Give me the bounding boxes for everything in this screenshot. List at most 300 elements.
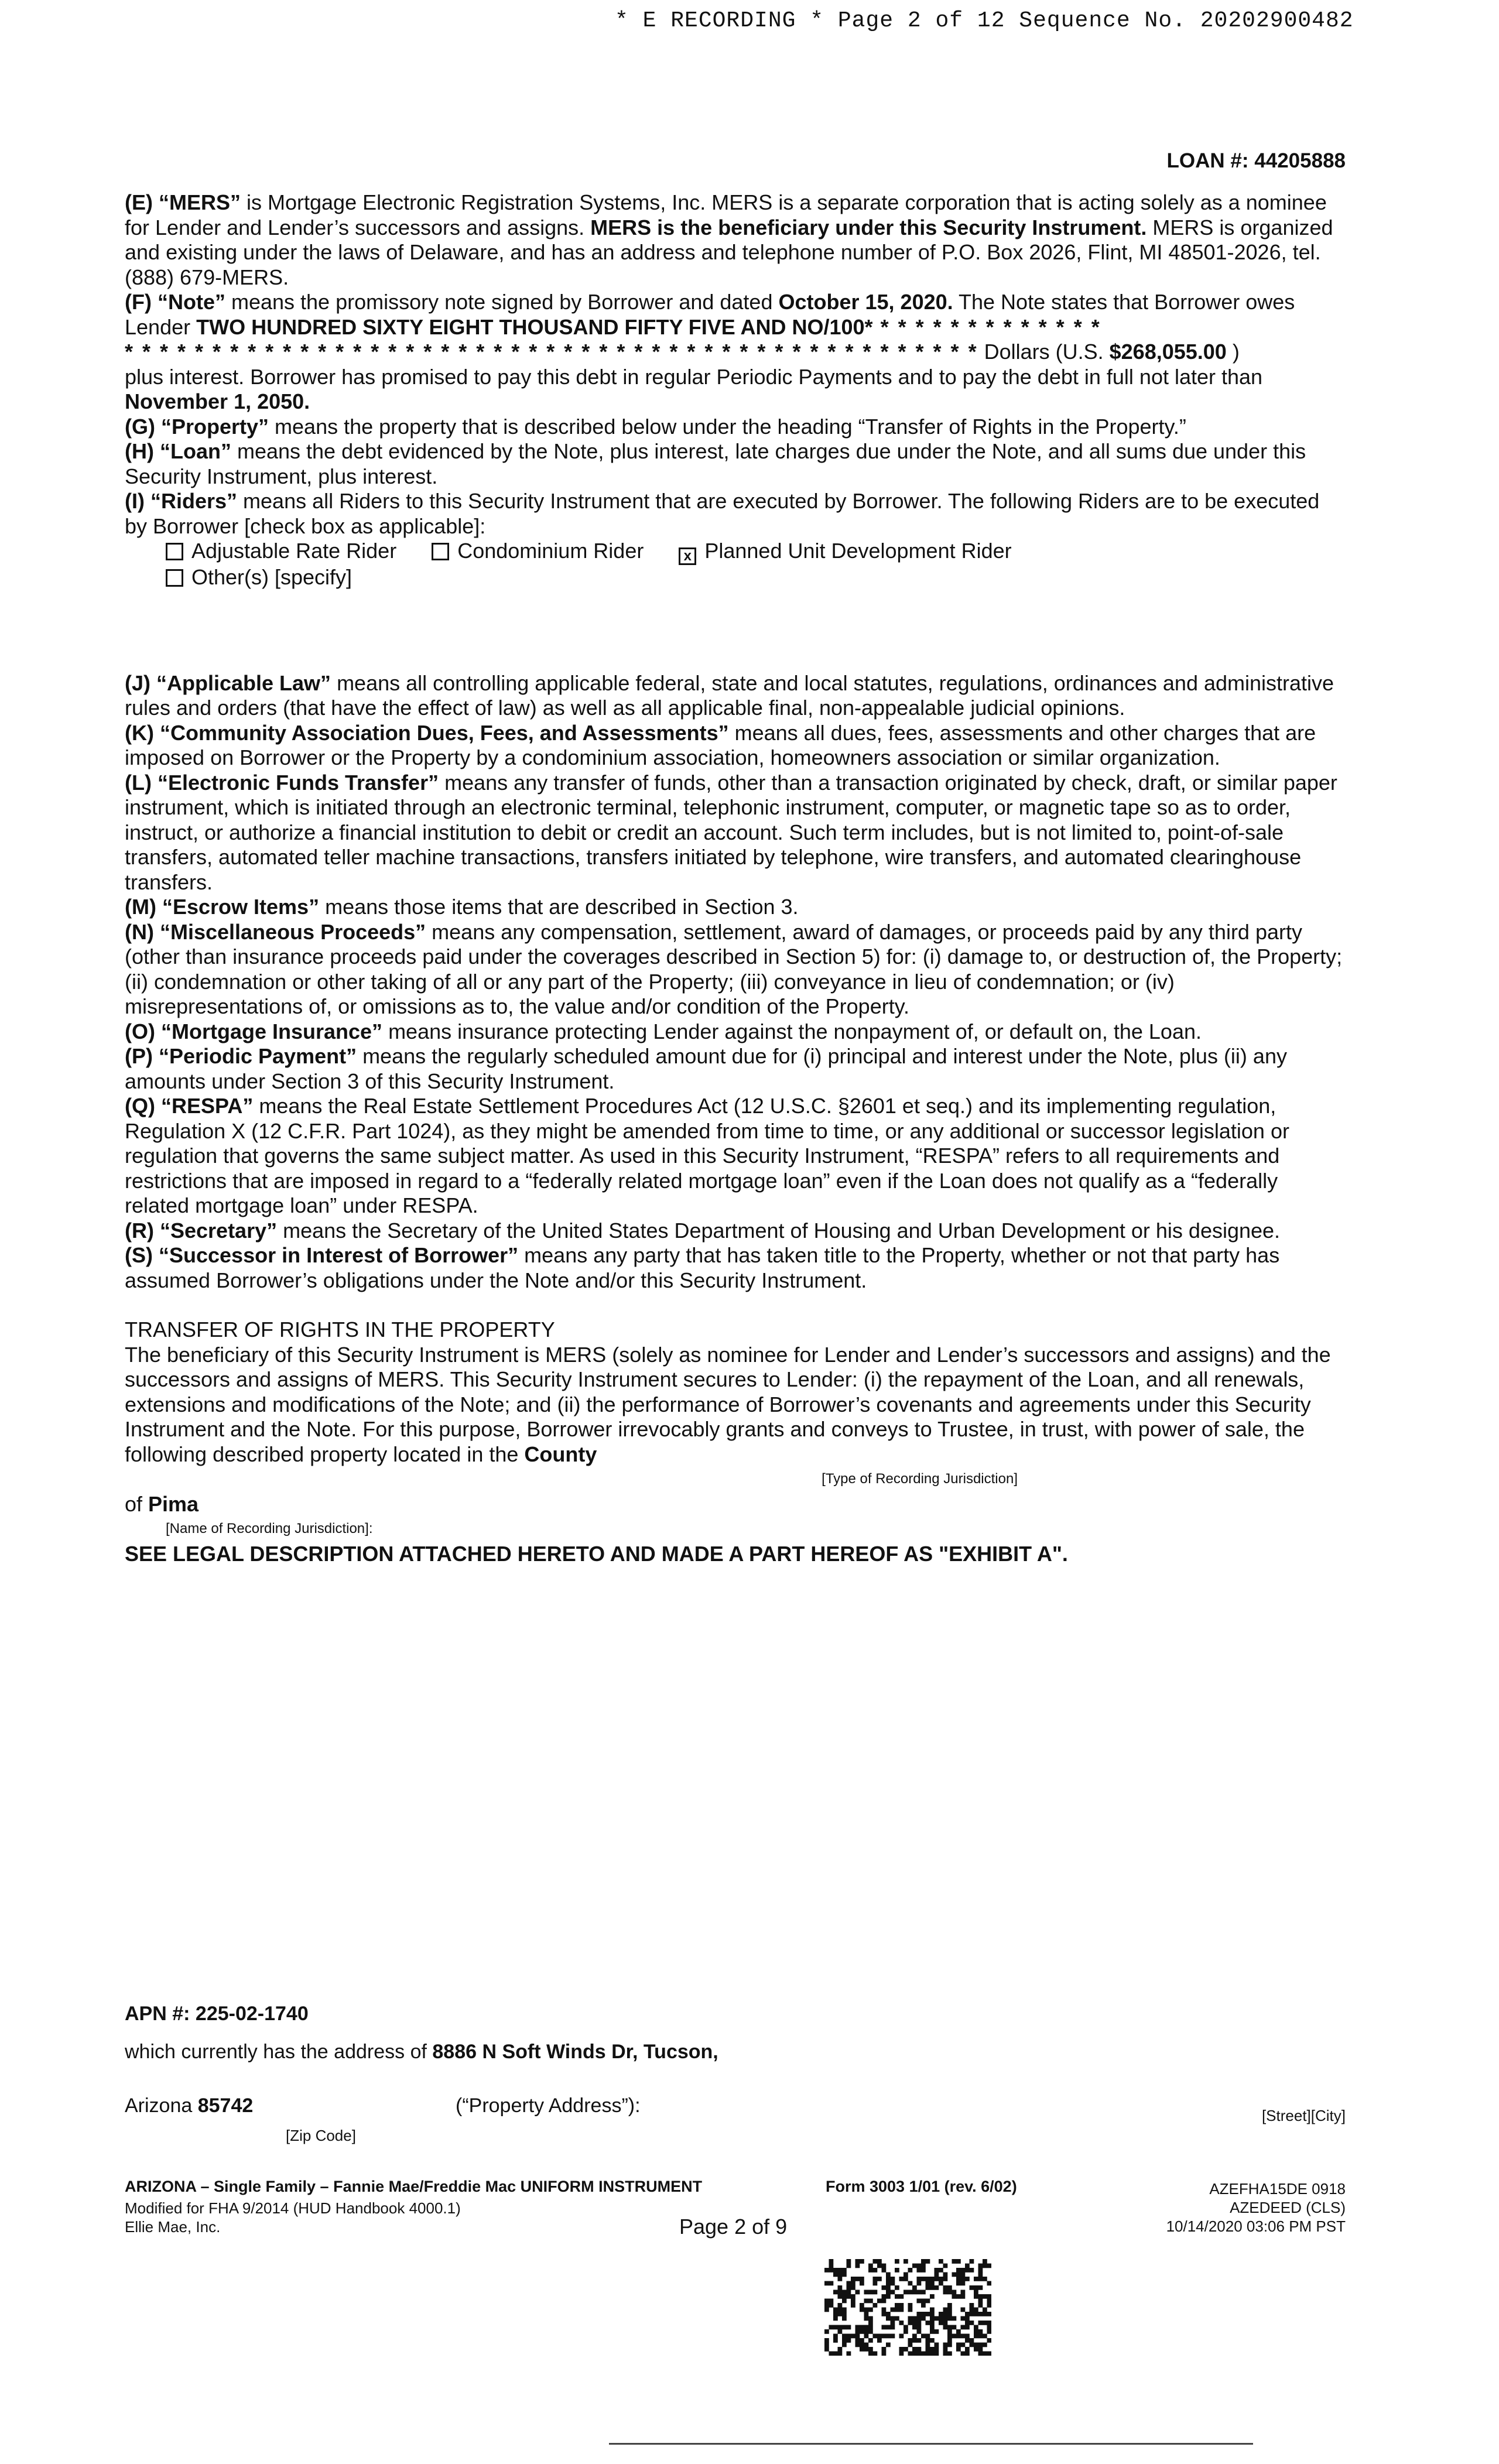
barcode-module	[908, 2316, 913, 2321]
barcode-module	[965, 2312, 970, 2316]
barcode-module	[978, 2352, 983, 2356]
barcode-module	[868, 2352, 873, 2356]
barcode-module	[847, 2290, 851, 2295]
barcode-module	[956, 2334, 961, 2339]
barcode-module	[882, 2325, 887, 2330]
barcode-module	[921, 2299, 926, 2304]
barcode-module	[952, 2334, 957, 2339]
jurisdiction-type-label: [Type of Recording Jurisdiction]	[822, 1471, 1018, 1487]
barcode-module	[965, 2277, 970, 2281]
barcode-module	[978, 2321, 983, 2325]
barcode-module	[833, 2268, 838, 2273]
barcode-module	[886, 2312, 891, 2316]
barcode-module	[912, 2316, 917, 2321]
barcode-module	[978, 2294, 983, 2299]
barcode-module	[978, 2312, 983, 2316]
barcode-module	[873, 2277, 878, 2281]
barcode-module	[855, 2329, 860, 2334]
barcode-image	[824, 2259, 991, 2356]
definition-q: (Q) “RESPA” means the Real Estate Settlement Procedures Act (12 U.S.C. §2601 et seq.) and its implementing regulation, Regulation X (12 C.F.R. Part 1024), as they might be amended from time to time, or any additional or successor legislation or regulation that governs the same subject matter. As used in this Security Instrument, “RESPA” refers to all requirements and restrictions that are imposed in regard to a “federally related mortgage loan” even if the Loan does not qualify as a “federally related mortgage loan” under RESPA.	[125, 1094, 1289, 1217]
bottom-rule	[609, 2443, 1253, 2445]
barcode-module	[833, 2290, 838, 2295]
barcode-module	[864, 2316, 869, 2321]
barcode-module	[983, 2259, 987, 2264]
transfer-paragraph: The beneficiary of this Security Instrument is MERS (solely as nominee for Lender and Lender’s successors and assigns) and the successors and assigns of MERS. This Security Instrument secures to Lender: (i) the repayment of the Loan, and all renewals, extensions and modifications of the Note; and (ii) the performance of Borrower’s covenants and agreements under this Security Instrument and the Note. For this purpose, Borrower irrevocably grants and conveys to Trustee, in trust, with power of sale, the following described property located in the County	[125, 1342, 1331, 1466]
barcode-module	[930, 2281, 935, 2286]
barcode-module	[838, 2268, 843, 2273]
barcode-module	[847, 2338, 851, 2343]
barcode-module	[882, 2308, 887, 2312]
barcode-module	[824, 2329, 829, 2334]
barcode-module	[851, 2285, 855, 2290]
barcode-module	[974, 2294, 978, 2299]
barcode-module	[882, 2312, 887, 2316]
barcode-module	[930, 2347, 935, 2352]
barcode-module	[943, 2316, 948, 2321]
barcode-module	[935, 2352, 939, 2356]
barcode-module	[987, 2325, 992, 2330]
barcode-module	[935, 2285, 939, 2290]
barcode-module	[851, 2303, 855, 2308]
barcode-module	[912, 2325, 917, 2330]
barcode-module	[873, 2268, 878, 2273]
barcode-module	[838, 2285, 843, 2290]
barcode-module	[882, 2294, 887, 2299]
barcode-module	[974, 2334, 978, 2339]
barcode-module	[917, 2352, 922, 2356]
definition-s: (S) “Successor in Interest of Borrower” means any party that has taken title to the Property, whether or not that party has assumed Borrower’s obligations under the Note and/or this Security Instrument.	[125, 1243, 1280, 1292]
barcode-module	[908, 2338, 913, 2343]
barcode-module	[847, 2325, 851, 2330]
barcode-module	[970, 2285, 974, 2290]
barcode-module	[978, 2329, 983, 2334]
barcode-module	[886, 2285, 891, 2290]
barcode-module	[970, 2321, 974, 2325]
barcode-module	[855, 2343, 860, 2347]
barcode-module	[891, 2316, 895, 2321]
barcode-module	[930, 2321, 935, 2325]
document-body	[125, 190, 1346, 1566]
loan-number: LOAN #: 44205888	[1166, 149, 1346, 172]
barcode-module	[970, 2343, 974, 2347]
barcode-module	[873, 2259, 878, 2264]
barcode-module	[947, 2316, 952, 2321]
barcode-module	[926, 2338, 930, 2343]
barcode-module	[930, 2352, 935, 2356]
riders-row-2: Other(s) [specify]	[125, 565, 1346, 590]
footer-vendor: Ellie Mae, Inc.	[125, 2218, 221, 2236]
barcode-module	[895, 2303, 899, 2308]
barcode-module	[903, 2325, 908, 2330]
page-number: Page 2 of 9	[679, 2215, 788, 2239]
barcode-module	[912, 2321, 917, 2325]
barcode-module	[860, 2325, 864, 2330]
barcode-module	[855, 2325, 860, 2330]
barcode-module	[965, 2334, 970, 2339]
pud-checkbox-checked[interactable]: x	[679, 547, 696, 565]
barcode-module	[947, 2338, 952, 2343]
barcode-module	[983, 2264, 987, 2268]
barcode-module	[961, 2273, 966, 2277]
barcode-module	[943, 2352, 948, 2356]
recording-header: * E RECORDING * Page 2 of 12 Sequence No. 20202900482	[615, 8, 1354, 33]
barcode-module	[868, 2325, 873, 2330]
barcode-module	[921, 2316, 926, 2321]
term-note: (F) “Note”	[125, 290, 225, 314]
barcode-module	[908, 2308, 913, 2312]
barcode-module	[965, 2268, 970, 2273]
barcode-module	[891, 2308, 895, 2312]
barcode-module	[824, 2303, 829, 2308]
barcode-module	[838, 2277, 843, 2281]
barcode-module	[970, 2268, 974, 2273]
barcode-module	[974, 2325, 978, 2330]
barcode-module	[978, 2268, 983, 2273]
barcode-module	[947, 2325, 952, 2330]
barcode-module	[886, 2294, 891, 2299]
barcode-module	[864, 2325, 869, 2330]
barcode-module	[847, 2334, 851, 2339]
barcode-module	[983, 2312, 987, 2316]
barcode-module	[926, 2312, 930, 2316]
barcode-module	[842, 2334, 847, 2339]
adjustable-rate-checkbox[interactable]	[166, 543, 183, 560]
riders-row-1	[125, 539, 1346, 565]
barcode-module	[970, 2338, 974, 2343]
barcode-module	[978, 2299, 983, 2304]
barcode-module	[908, 2303, 913, 2308]
barcode-module	[838, 2308, 843, 2312]
barcode-module	[912, 2290, 917, 2295]
barcode-module	[956, 2259, 961, 2264]
barcode-module	[886, 2277, 891, 2281]
barcode-module	[886, 2343, 891, 2347]
footer-form-number: Form 3003 1/01 (rev. 6/02)	[826, 2178, 1017, 2195]
barcode-module	[952, 2294, 957, 2299]
barcode-module	[912, 2352, 917, 2356]
barcode-module	[903, 2259, 908, 2264]
definition-f-amount-line: * * * * * * * * * * * * * * * * * * * * * * * * * * * * * * * * * * * * * * * * * * * * * * * * * Dollars (U.S. $268,055.00 )	[125, 340, 1240, 364]
barcode-module	[952, 2290, 957, 2295]
barcode-module	[926, 2347, 930, 2352]
barcode-module	[961, 2308, 966, 2312]
barcode-module	[987, 2264, 992, 2268]
barcode-module	[930, 2294, 935, 2299]
barcode-module	[974, 2343, 978, 2347]
barcode-module	[829, 2259, 834, 2264]
barcode-module	[899, 2308, 904, 2312]
barcode-module	[903, 2329, 908, 2334]
barcode-module	[908, 2268, 913, 2273]
barcode-module	[899, 2303, 904, 2308]
address-line: which currently has the address of 8886 N Soft Winds Dr, Tucson,	[125, 2041, 718, 2063]
barcode-module	[926, 2321, 930, 2325]
barcode-module	[886, 2273, 891, 2277]
barcode-module	[860, 2303, 864, 2308]
barcode-module	[891, 2290, 895, 2295]
barcode-module	[868, 2264, 873, 2268]
barcode-module	[882, 2268, 887, 2273]
barcode-module	[926, 2352, 930, 2356]
barcode-module	[974, 2329, 978, 2334]
barcode-module	[833, 2308, 838, 2312]
barcode-module	[935, 2316, 939, 2321]
barcode-module	[926, 2334, 930, 2339]
barcode-module	[952, 2259, 957, 2264]
barcode-module	[873, 2334, 878, 2339]
barcode-module	[965, 2352, 970, 2356]
barcode-module	[847, 2294, 851, 2299]
jurisdiction-type: County	[524, 1442, 597, 1466]
barcode-module	[855, 2259, 860, 2264]
barcode-module	[877, 2277, 882, 2281]
barcode-module	[987, 2338, 992, 2343]
barcode-module	[833, 2325, 838, 2330]
barcode-module	[873, 2303, 878, 2308]
barcode-module	[978, 2303, 983, 2308]
definition-o: (O) “Mortgage Insurance” means insurance protecting Lender against the nonpayment of, or default on, the Loan.	[125, 1019, 1202, 1043]
barcode-module	[886, 2281, 891, 2286]
barcode-module	[956, 2343, 961, 2347]
barcode-module	[978, 2264, 983, 2268]
barcode-module	[877, 2334, 882, 2339]
barcode-module	[947, 2343, 952, 2347]
barcode-module	[978, 2347, 983, 2352]
definition-r: (R) “Secretary” means the Secretary of the United States Department of Housing and Urban Development or his designee.	[125, 1218, 1281, 1243]
barcode-module	[917, 2268, 922, 2273]
zip-code: 85742	[197, 2095, 254, 2117]
definition-h: (H) “Loan” means the debt evidenced by the Note, plus interest, late charges due under the Note, and all sums due under this Security Instrument, plus interest.	[125, 439, 1306, 488]
barcode-module	[908, 2281, 913, 2286]
barcode-module	[899, 2352, 904, 2356]
barcode-module	[838, 2352, 843, 2356]
barcode-module	[912, 2347, 917, 2352]
barcode-module	[965, 2347, 970, 2352]
barcode-module	[947, 2303, 952, 2308]
barcode-module	[974, 2312, 978, 2316]
barcode-module	[983, 2277, 987, 2281]
barcode-module	[965, 2325, 970, 2330]
barcode-module	[961, 2352, 966, 2356]
barcode-module	[926, 2343, 930, 2347]
barcode-module	[956, 2277, 961, 2281]
barcode-module	[930, 2316, 935, 2321]
loan-amount: $268,055.00	[1109, 340, 1227, 364]
barcode-module	[891, 2334, 895, 2339]
barcode-module	[961, 2334, 966, 2339]
barcode-module	[943, 2343, 948, 2347]
barcode-module	[921, 2277, 926, 2281]
barcode-module	[935, 2347, 939, 2352]
barcode-module	[939, 2316, 943, 2321]
barcode-module	[824, 2347, 829, 2352]
barcode-module	[947, 2329, 952, 2334]
definition-j: (J) “Applicable Law” means all controlling applicable federal, state and local statutes, regulations, ordinances and administrative rules and orders (that have the effect of law) as well as all applicable final, non-appealable judicial opinions.	[125, 670, 1334, 720]
barcode-module	[895, 2259, 899, 2264]
barcode-module	[943, 2290, 948, 2295]
barcode-module	[983, 2294, 987, 2299]
barcode-module	[947, 2308, 952, 2312]
barcode-module	[855, 2338, 860, 2343]
barcode-module	[842, 2312, 847, 2316]
barcode-module	[864, 2329, 869, 2334]
barcode-module	[860, 2277, 864, 2281]
barcode-module	[965, 2316, 970, 2321]
barcode-module	[956, 2268, 961, 2273]
barcode-module	[921, 2312, 926, 2316]
barcode-module	[899, 2294, 904, 2299]
barcode-module	[882, 2347, 887, 2352]
barcode-module	[860, 2343, 864, 2347]
definition-m: (M) “Escrow Items” means those items that are described in Section 3.	[125, 895, 799, 919]
barcode-module	[912, 2285, 917, 2290]
barcode-module	[921, 2352, 926, 2356]
barcode-module	[939, 2312, 943, 2316]
footer-timestamp: 10/14/2020 03:06 PM PST	[1166, 2217, 1346, 2235]
barcode-module	[899, 2347, 904, 2352]
barcode-module	[824, 2281, 829, 2286]
barcode-module	[899, 2277, 904, 2281]
barcode-module	[864, 2343, 869, 2347]
barcode-module	[824, 2268, 829, 2273]
apn-number: APN #: 225-02-1740	[125, 2003, 309, 2025]
barcode-module	[882, 2334, 887, 2339]
barcode-module	[829, 2268, 834, 2273]
definition-l: (L) “Electronic Funds Transfer” means any transfer of funds, other than a transaction originated by check, draft, or similar paper instrument, which is initiated through an electronic terminal, telephonic instrument, computer, or magnetic tape so as to order, instruct, or authorize a financial institution to debit or credit an account. Such term includes, but is not limited to, point-of-sale transfers, automated teller machine transactions, transfers initiated by telephone, wire transfers, and automated clearinghouse transfers.	[125, 770, 1337, 894]
barcode-module	[864, 2290, 869, 2295]
barcode-module	[847, 2285, 851, 2290]
barcode-module	[829, 2281, 834, 2286]
barcode-module	[864, 2299, 869, 2304]
barcode-module	[864, 2334, 869, 2339]
barcode-module	[868, 2321, 873, 2325]
barcode-module	[926, 2299, 930, 2304]
barcode-module	[838, 2303, 843, 2308]
barcode-module	[860, 2347, 864, 2352]
barcode-module	[987, 2312, 992, 2316]
other-rider-checkbox[interactable]	[166, 569, 183, 587]
barcode-module	[926, 2277, 930, 2281]
barcode-module	[943, 2308, 948, 2312]
jurisdiction-name-label: [Name of Recording Jurisdiction]:	[166, 1521, 373, 1536]
barcode-module	[921, 2290, 926, 2295]
barcode-module	[965, 2321, 970, 2325]
barcode-module	[970, 2308, 974, 2312]
barcode-module	[961, 2294, 966, 2299]
property-address-label: (“Property Address”):	[456, 2095, 641, 2117]
barcode-module	[833, 2338, 838, 2343]
barcode-module	[974, 2277, 978, 2281]
barcode-module	[860, 2308, 864, 2312]
barcode-module	[886, 2334, 891, 2339]
barcode-module	[877, 2264, 882, 2268]
barcode-module	[891, 2281, 895, 2286]
barcode-module	[917, 2321, 922, 2325]
barcode-module	[903, 2290, 908, 2295]
barcode-module	[926, 2285, 930, 2290]
barcode-module	[855, 2290, 860, 2295]
barcode-module	[851, 2334, 855, 2339]
barcode-module	[939, 2281, 943, 2286]
barcode-module	[987, 2299, 992, 2304]
barcode-module	[956, 2273, 961, 2277]
barcode-module	[983, 2352, 987, 2356]
barcode-module	[978, 2343, 983, 2347]
definition-n: (N) “Miscellaneous Proceeds” means any compensation, settlement, award of damages, or proceeds paid by any third party (other than insurance proceeds paid under the coverages described in Section 5) for: (i) damage to, or destruction of, the Property; (ii) condemnation or other taking of all or any part of the Property; (iii) conveyance in lieu of condemnation; or (iv) misrepresentations of, or omissions as to, the value and/or condition of the Property.	[125, 919, 1343, 1018]
barcode-module	[851, 2294, 855, 2299]
barcode-module	[860, 2259, 864, 2264]
barcode-module	[935, 2268, 939, 2273]
barcode-module	[956, 2329, 961, 2334]
barcode-module	[930, 2338, 935, 2343]
barcode-module	[943, 2264, 948, 2268]
barcode-module	[917, 2325, 922, 2330]
barcode-module	[961, 2281, 966, 2286]
barcode-module	[978, 2334, 983, 2339]
condominium-checkbox[interactable]	[432, 543, 449, 560]
barcode-module	[868, 2290, 873, 2295]
rider-pud: x Planned Unit Development Rider	[679, 539, 1011, 565]
barcode-module	[895, 2316, 899, 2321]
barcode-module	[847, 2281, 851, 2286]
barcode-module	[983, 2334, 987, 2339]
barcode-module	[961, 2325, 966, 2330]
term-mers: (E) “MERS”	[125, 190, 241, 214]
barcode-module	[917, 2329, 922, 2334]
barcode-module	[877, 2299, 882, 2304]
barcode-module	[838, 2273, 843, 2277]
barcode-module	[864, 2347, 869, 2352]
barcode-module	[847, 2352, 851, 2356]
footer-modified: Modified for FHA 9/2014 (HUD Handbook 4000.1)	[125, 2199, 461, 2217]
barcode-module	[961, 2277, 966, 2281]
barcode-module	[842, 2273, 847, 2277]
barcode-module	[842, 2294, 847, 2299]
barcode-module	[829, 2264, 834, 2268]
footer-code-1: AZEFHA15DE 0918	[1209, 2180, 1346, 2198]
barcode-module	[838, 2290, 843, 2295]
barcode-module	[939, 2268, 943, 2273]
barcode-module	[873, 2352, 878, 2356]
barcode-module	[829, 2303, 834, 2308]
barcode-module	[930, 2312, 935, 2316]
barcode-module	[855, 2277, 860, 2281]
barcode-module	[917, 2347, 922, 2352]
jurisdiction-name: Pima	[148, 1491, 199, 1516]
barcode-module	[842, 2325, 847, 2330]
barcode-module	[943, 2312, 948, 2316]
barcode-module	[824, 2338, 829, 2343]
barcode-module	[882, 2299, 887, 2304]
barcode-module	[917, 2316, 922, 2321]
barcode-module	[917, 2264, 922, 2268]
barcode-module	[961, 2268, 966, 2273]
barcode-module	[842, 2316, 847, 2321]
barcode-module	[895, 2268, 899, 2273]
definition-f: (F) “Note” means the promissory note signed by Borrower and dated October 15, 2020. The Note states that Borrower owes Lender TWO HUNDRED SIXTY EIGHT THOUSAND FIFTY FIVE AND NO/100* * * * * * * * * * * * * *	[125, 290, 1295, 339]
barcode-module	[961, 2343, 966, 2347]
barcode-module	[908, 2352, 913, 2356]
maturity-date: November 1, 2050.	[125, 389, 310, 413]
barcode-module	[943, 2285, 948, 2290]
barcode-module	[838, 2329, 843, 2334]
barcode-module	[947, 2312, 952, 2316]
barcode-module	[970, 2259, 974, 2264]
barcode-module	[935, 2329, 939, 2334]
barcode-module	[891, 2325, 895, 2330]
definition-e: (E) “MERS” is Mortgage Electronic Registration Systems, Inc. MERS is a separate corporation that is acting solely as a nominee for Lender and Lender’s successors and assigns. MERS is the beneficiary under this Security Instrument. MERS is organized and existing under the laws of Delaware, and has an address and telephone number of P.O. Box 2026, Flint, MI 48501-2026, tel. (888) 679-MERS.	[125, 190, 1333, 289]
barcode-module	[838, 2294, 843, 2299]
